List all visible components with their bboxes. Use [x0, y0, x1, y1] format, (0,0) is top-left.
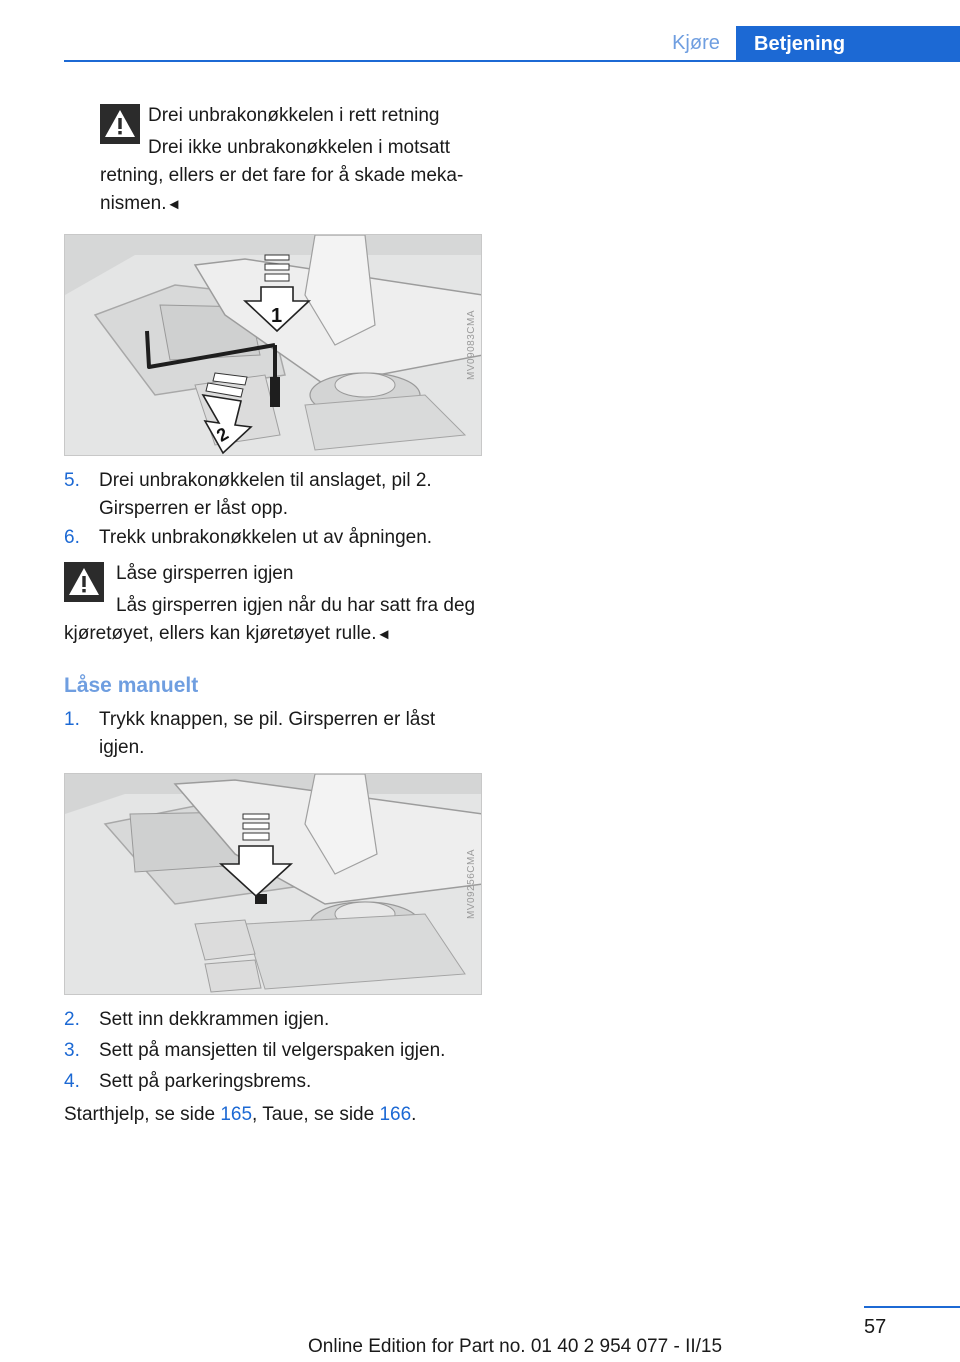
step-text: Drei unbrakonøkkelen til anslaget, pil 2. Girsperren er låst opp. [99, 470, 432, 519]
figure-code: MV09256CMA [466, 848, 477, 920]
list-item-step-6 [64, 524, 482, 552]
figure-hex-key-release [64, 234, 482, 456]
end-mark: ◄ [166, 196, 182, 213]
header-rule [64, 60, 960, 62]
page-number-rule [864, 1306, 960, 1308]
step-text: Sett inn dekkrammen igjen. [99, 1009, 330, 1030]
step-number: 2. [64, 1009, 80, 1030]
warning-body: Lås girsperren igjen når du har satt fra deg kjøretøyet, ellers kan kjøretøyet rulle.◄ [64, 595, 476, 644]
figure-code: MV09083CMA [466, 309, 477, 381]
list-item-step-4 [64, 1068, 482, 1096]
svg-text:2: 2 [213, 423, 232, 446]
warning-title: Låse girsperren igjen [116, 563, 294, 584]
edition-footer: Online Edition for Part no. 01 40 2 954 077 - II/15 [308, 1336, 723, 1357]
warning-box-key-direction [100, 102, 482, 219]
list-item-step-3 [64, 1037, 482, 1065]
step-text: Sett på mansjetten til velgerspaken igjen. [99, 1040, 446, 1061]
list-item-step-2 [64, 1006, 482, 1034]
step-number: 5. [64, 470, 80, 491]
cross-reference: Starthjelp, se side 165, Taue, se side 166. [64, 1104, 417, 1125]
step-text: Trykk knappen, se pil. Girsperren er låst igjen. [99, 709, 436, 758]
warning-title: Drei unbrakonøkkelen i rett retning [148, 105, 440, 126]
step-text: Sett på parkeringsbrems. [99, 1071, 312, 1092]
list-item-step-5 [64, 467, 482, 523]
section-title: Låse manuelt [64, 674, 199, 697]
step-number: 3. [64, 1040, 80, 1061]
list-item-step-1 [64, 706, 482, 762]
step-text: Trekk unbrakonøkkelen ut av åpningen. [99, 527, 433, 548]
page-header [0, 0, 960, 62]
page-link-166[interactable]: 166 [379, 1104, 412, 1125]
tab-kjore[interactable]: Kjøre [672, 31, 720, 54]
figure-manual-lock-button [64, 773, 482, 995]
step-number: 6. [64, 527, 80, 548]
warning-icon [64, 562, 104, 602]
warning-box-relock [64, 560, 482, 649]
warning-body: Drei ikke unbrakonøkkelen i motsatt retning, ellers er det fare for å skade mekanismen.◄ [100, 137, 464, 214]
tab-betjening[interactable]: Betjening [736, 26, 960, 62]
svg-text:1: 1 [271, 305, 283, 327]
warning-icon [100, 104, 140, 144]
page-link-165[interactable]: 165 [220, 1104, 253, 1125]
page-number: 57 [864, 1316, 887, 1338]
step-number: 4. [64, 1071, 80, 1092]
end-mark: ◄ [376, 626, 392, 643]
step-number: 1. [64, 709, 80, 730]
